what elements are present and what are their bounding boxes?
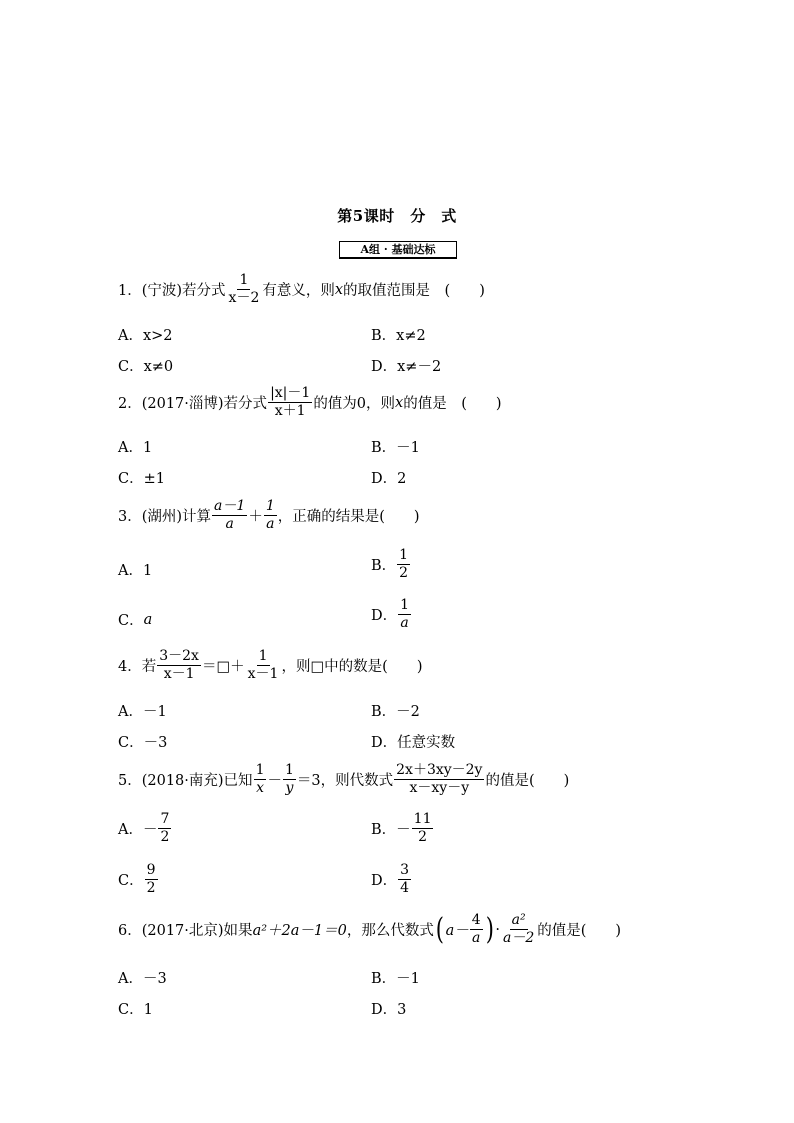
question-6-fraction-2 — [501, 912, 536, 947]
question-4-option-a[interactable]: A．－1 — [118, 704, 167, 720]
question-3-suffix: ，正确的结果是( ) — [277, 509, 420, 525]
question-2 — [118, 385, 502, 420]
fraction-denominator: x — [256, 780, 264, 796]
fraction-numerator: 1 — [399, 547, 409, 563]
question-2-var: x — [395, 394, 404, 411]
question-5-option-b[interactable] — [371, 811, 434, 846]
page-title: 第5课时 分 式 — [337, 207, 457, 225]
fraction-numerator: 9 — [146, 862, 156, 878]
question-4-option-d[interactable]: D．任意实数 — [371, 735, 456, 751]
fraction-numerator: a－1 — [214, 498, 246, 514]
question-5-fraction-3 — [394, 762, 484, 797]
question-5-suffix: 的值是( ) — [485, 773, 570, 789]
question-1-fraction — [227, 272, 262, 307]
fraction-denominator: 2 — [160, 829, 170, 845]
question-5-fraction-1 — [254, 762, 267, 797]
question-6 — [118, 912, 621, 947]
question-6-fraction-1 — [470, 912, 483, 947]
fraction-denominator: x－1 — [163, 666, 195, 682]
question-4-fraction-2 — [246, 648, 281, 683]
fraction-denominator: y — [285, 780, 294, 796]
fraction-numerator: a² — [511, 912, 526, 928]
option-var: a — [143, 611, 153, 628]
fraction-denominator: a — [472, 930, 481, 946]
question-1-option-c[interactable]: C．x≠0 — [118, 359, 174, 375]
question-4-option-c[interactable]: C．－3 — [118, 735, 168, 751]
question-6-option-b[interactable]: B．－1 — [371, 971, 420, 987]
question-5 — [118, 762, 569, 797]
question-3-fraction-2 — [264, 498, 277, 533]
question-6-option-d[interactable]: D．3 — [371, 1002, 407, 1018]
question-3-option-d[interactable] — [371, 597, 412, 632]
fraction-denominator: 2 — [399, 565, 409, 581]
question-6-prefix: 6．(2017·北京)如果 — [118, 923, 253, 939]
question-1-option-a[interactable]: A．x>2 — [118, 328, 173, 344]
option-label: D． — [371, 873, 398, 889]
fraction-denominator: x－xy－y — [409, 780, 470, 796]
question-4-suffix: ，则□中的数是( ) — [281, 659, 423, 675]
option-fraction — [145, 862, 158, 897]
option-label: C． — [118, 613, 144, 629]
question-3-option-c[interactable] — [118, 609, 152, 630]
fraction-denominator: x－1 — [247, 666, 279, 682]
fraction-numerator: 3 — [400, 862, 410, 878]
question-2-suffix: 的值是 ( ) — [403, 396, 502, 412]
question-3-plus: ＋ — [248, 509, 263, 525]
question-3-option-b[interactable] — [371, 547, 411, 582]
option-label: D． — [371, 608, 398, 624]
question-6-middle: ，那么代数式 — [346, 923, 434, 939]
question-6-inner-var: a－ — [445, 923, 469, 939]
fraction-numerator: 1 — [258, 648, 268, 664]
fraction-denominator: x＋1 — [274, 403, 306, 419]
fraction-numerator: 3－2x — [159, 648, 199, 664]
question-1-var: x — [334, 281, 344, 298]
fraction-denominator: a－2 — [502, 930, 535, 946]
option-label: C． — [118, 873, 144, 889]
fraction-numerator: 1 — [265, 498, 275, 514]
question-5-option-c[interactable] — [118, 862, 159, 897]
question-2-option-c[interactable]: C．±1 — [118, 471, 165, 487]
question-1-prefix: 1．(宁波)若分式 — [118, 283, 226, 299]
fraction-denominator: 2 — [146, 880, 156, 896]
question-4-prefix: 4．若 — [118, 659, 157, 675]
fraction-numerator: 7 — [160, 811, 170, 827]
fraction-numerator: 1 — [255, 762, 265, 778]
option-label: B． — [371, 558, 397, 574]
option-fraction — [412, 811, 434, 846]
fraction-numerator: 1 — [400, 597, 410, 613]
question-4-option-b[interactable]: B．－2 — [371, 704, 420, 720]
fraction-denominator: 2 — [418, 829, 428, 845]
question-2-option-d[interactable]: D．2 — [371, 471, 407, 487]
question-2-suffix-pre: 的值为0，则 — [313, 396, 396, 412]
question-5-fraction-2 — [283, 762, 296, 797]
question-5-minus: － — [267, 773, 282, 789]
question-4-middle: ＝□＋ — [201, 659, 245, 675]
question-4-fraction-1 — [157, 648, 201, 683]
fraction-denominator: 4 — [400, 880, 410, 896]
fraction-denominator: a — [266, 516, 275, 532]
question-4 — [118, 648, 422, 683]
group-label-badge: A组 · 基础达标 — [339, 241, 457, 259]
question-1-option-d[interactable]: D．x≠－2 — [371, 359, 442, 375]
question-6-dot: · — [495, 921, 500, 938]
question-3-fraction-1 — [212, 498, 247, 533]
question-5-option-a[interactable] — [118, 811, 172, 846]
question-5-option-d[interactable] — [371, 862, 412, 897]
option-fraction — [158, 811, 171, 846]
question-5-prefix: 5．(2018·南充)已知 — [118, 773, 253, 789]
question-1-suffix: 的取值范围是 ( ) — [343, 283, 485, 299]
option-fraction — [397, 547, 410, 582]
fraction-numerator: 2x＋3xy－2y — [396, 762, 483, 778]
option-fraction — [398, 862, 411, 897]
question-3-prefix: 3．(湖州)计算 — [118, 509, 212, 525]
question-6-option-a[interactable]: A．－3 — [118, 971, 167, 987]
fraction-denominator: a — [400, 615, 409, 631]
fraction-numerator: 1 — [239, 272, 249, 288]
fraction-denominator: x－2 — [228, 290, 260, 306]
question-1 — [118, 272, 485, 307]
fraction-denominator: a — [225, 516, 234, 532]
question-3 — [118, 498, 420, 533]
question-5-middle: ＝3，则代数式 — [296, 773, 394, 789]
question-6-equation: a²＋2a－1＝0 — [252, 923, 347, 939]
option-fraction — [398, 597, 411, 632]
right-paren: ) — [485, 911, 494, 947]
question-1-suffix-pre: 有意义，则 — [262, 283, 335, 299]
option-label: A．－ — [118, 822, 158, 838]
option-label: B．－ — [371, 822, 411, 838]
fraction-numerator: |x|－1 — [270, 385, 311, 401]
question-3-option-a[interactable]: A．1 — [118, 563, 153, 579]
fraction-numerator: 11 — [413, 811, 432, 827]
question-2-option-a[interactable]: A．1 — [118, 440, 153, 456]
fraction-numerator: 4 — [471, 912, 481, 928]
question-2-prefix: 2．(2017·淄博)若分式 — [118, 396, 268, 412]
question-6-option-c[interactable]: C．1 — [118, 1002, 153, 1018]
question-1-option-b[interactable]: B．x≠2 — [371, 328, 426, 344]
question-2-fraction — [268, 385, 312, 420]
left-paren: ( — [435, 911, 444, 947]
question-6-suffix: 的值是( ) — [537, 923, 622, 939]
fraction-numerator: 1 — [284, 762, 294, 778]
question-2-option-b[interactable]: B．－1 — [371, 440, 420, 456]
